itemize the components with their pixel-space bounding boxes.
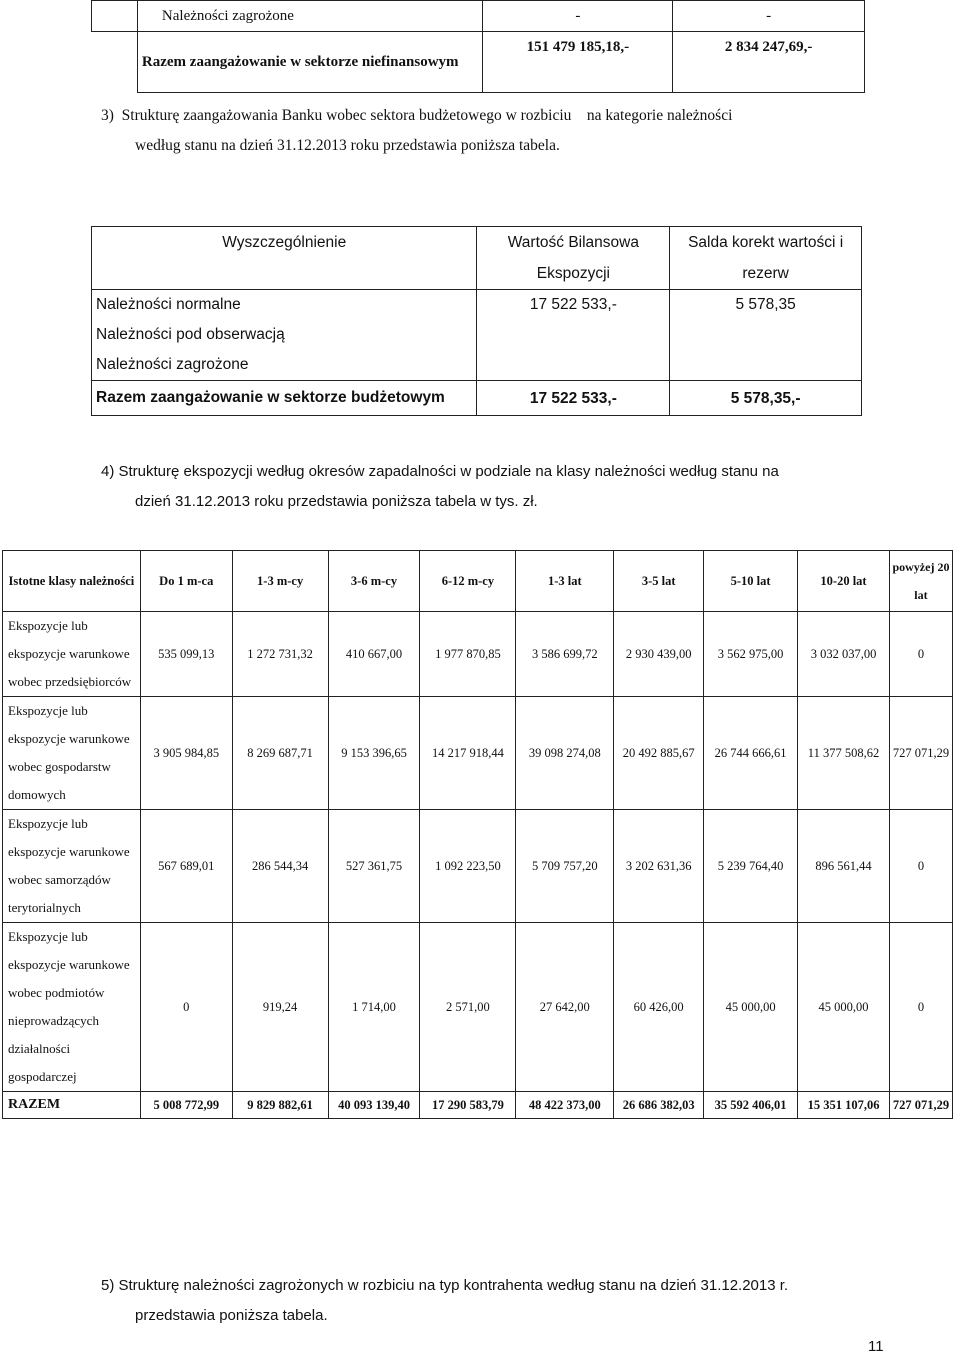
table-cell: 535 099,13	[140, 612, 232, 697]
row-value: 5 578,35	[735, 296, 796, 313]
row-label: Należności zagrożone	[137, 1, 483, 32]
total-value: 727 071,29	[889, 1092, 952, 1119]
table-cell: 2 930 439,00	[614, 612, 704, 697]
table-row	[92, 290, 862, 381]
table-cell: 3 586 699,72	[516, 612, 614, 697]
column-header-class: Istotne klasy należności	[3, 551, 141, 612]
row-label: Ekspozycje lub ekspozycje warunkowe wobec przedsiębiorców	[3, 612, 141, 697]
row-label: Razem zaangażowanie w sektorze niefinansowym	[137, 32, 483, 93]
table-cell: 0	[889, 612, 952, 697]
table-cell: 2 571,00	[420, 923, 516, 1092]
table-cell: 567 689,01	[140, 810, 232, 923]
column-header: 6-12 m-cy	[420, 551, 516, 612]
row-value: -	[673, 1, 865, 32]
table-header-row	[3, 551, 953, 612]
table-cell: 26 744 666,61	[704, 697, 798, 810]
table-cell: 1 977 870,85	[420, 612, 516, 697]
table-total-row	[3, 1092, 953, 1119]
table-cell: 286 544,34	[232, 810, 328, 923]
total-value: 9 829 882,61	[232, 1092, 328, 1119]
table-zapadalnosc	[2, 550, 953, 1119]
column-header-line: Ekspozycji	[536, 265, 610, 282]
table-row	[92, 32, 865, 93]
row-value: 151 479 185,18,-	[483, 32, 673, 93]
table-cell: 39 098 274,08	[516, 697, 614, 810]
paragraph-line: według stanu na dzień 31.12.2013 roku przedstawia poniższa tabela.	[135, 137, 560, 154]
total-label: RAZEM	[3, 1092, 141, 1119]
table-cell: 14 217 918,44	[420, 697, 516, 810]
table-cell: 9 153 396,65	[328, 697, 420, 810]
row-value: -	[483, 1, 673, 32]
total-value: 17 290 583,79	[420, 1092, 516, 1119]
table-cell: 3 905 984,85	[140, 697, 232, 810]
column-header: 3-5 lat	[614, 551, 704, 612]
row-value: 2 834 247,69,-	[673, 32, 865, 93]
table-cell: 1 272 731,32	[232, 612, 328, 697]
table-cell: 0	[889, 923, 952, 1092]
table-row	[3, 697, 953, 810]
column-header-line: rezerw	[742, 265, 789, 282]
table-cell: 727 071,29	[889, 697, 952, 810]
table-header-row	[92, 227, 862, 290]
row-label: Ekspozycje lub ekspozycje warunkowe wobec podmiotów nieprowadzących działalności gospodarczej	[3, 923, 141, 1092]
table-cell: 11 377 508,62	[798, 697, 890, 810]
total-value: 35 592 406,01	[704, 1092, 798, 1119]
table-cell: 20 492 885,67	[614, 697, 704, 810]
column-header: 5-10 lat	[704, 551, 798, 612]
row-value: 17 522 533,-	[529, 296, 617, 313]
row-label: Należności normalne	[96, 296, 241, 313]
paragraph-3	[101, 101, 901, 161]
table-row	[92, 1, 865, 32]
row-label: Należności zagrożone	[96, 356, 249, 373]
table-cell: 3 562 975,00	[704, 612, 798, 697]
table-cell: 5 709 757,20	[516, 810, 614, 923]
table-cell: 3 202 631,36	[614, 810, 704, 923]
row-label: Należności pod obserwacją	[96, 326, 285, 343]
column-header: powyżej 20 lat	[889, 551, 952, 612]
total-label: Razem zaangażowanie w sektorze budżetowym	[92, 381, 477, 416]
table-total-row	[92, 381, 862, 416]
paragraph-line: dzień 31.12.2013 roku przedstawia poniższa tabela w tys. zł.	[135, 493, 538, 510]
total-value: 15 351 107,06	[798, 1092, 890, 1119]
total-value: 5 008 772,99	[140, 1092, 232, 1119]
column-header-line: Wartość Bilansowa	[507, 234, 639, 251]
total-value: 5 578,35,-	[670, 381, 862, 416]
paragraph-line: 4) Strukturę ekspozycji według okresów zapadalności w podziale na klasy należności według stanu na	[101, 463, 779, 480]
table-cell: 0	[889, 810, 952, 923]
column-header: 3-6 m-cy	[328, 551, 420, 612]
table-cell: 410 667,00	[328, 612, 420, 697]
table-cell: 1 714,00	[328, 923, 420, 1092]
paragraph-line: 3) Strukturę zaangażowania Banku wobec sektora budżetowego w rozbiciu na kategorie należności	[101, 107, 733, 124]
column-header	[477, 227, 670, 290]
column-header: Do 1 m-ca	[140, 551, 232, 612]
column-header: Wyszczególnienie	[92, 227, 477, 290]
column-header-line: Salda korekt wartości i	[688, 234, 844, 251]
table-cell: 3 032 037,00	[798, 612, 890, 697]
page-number: 11	[868, 1338, 884, 1355]
paragraph-line: 5) Strukturę należności zagrożonych w rozbiciu na typ kontrahenta według stanu na dzień 31.12.2013 r.	[101, 1277, 789, 1294]
table-cell: 5 239 764,40	[704, 810, 798, 923]
table-row	[3, 810, 953, 923]
table-row	[3, 923, 953, 1092]
table-cell: 0	[140, 923, 232, 1092]
table-cell: 527 361,75	[328, 810, 420, 923]
row-label: Ekspozycje lub ekspozycje warunkowe wobec gospodarstw domowych	[3, 697, 141, 810]
table-cell: 45 000,00	[704, 923, 798, 1092]
table-sektor-budzetowy	[91, 226, 862, 416]
table-sektor-niefinansowy	[91, 0, 865, 93]
row-label: Ekspozycje lub ekspozycje warunkowe wobec samorządów terytorialnych	[3, 810, 141, 923]
table-cell: 919,24	[232, 923, 328, 1092]
column-header: 1-3 lat	[516, 551, 614, 612]
table-cell: 60 426,00	[614, 923, 704, 1092]
table-cell: 8 269 687,71	[232, 697, 328, 810]
column-header: 10-20 lat	[798, 551, 890, 612]
table-body	[3, 612, 953, 1092]
table-cell: 45 000,00	[798, 923, 890, 1092]
table-row	[3, 612, 953, 697]
total-value: 17 522 533,-	[477, 381, 670, 416]
column-header: 1-3 m-cy	[232, 551, 328, 612]
total-value: 40 093 139,40	[328, 1092, 420, 1119]
paragraph-line: przedstawia poniższa tabela.	[135, 1307, 328, 1324]
table-cell: 896 561,44	[798, 810, 890, 923]
column-header	[670, 227, 862, 290]
paragraph-4	[101, 457, 901, 517]
table-cell: 27 642,00	[516, 923, 614, 1092]
total-value: 26 686 382,03	[614, 1092, 704, 1119]
table-cell: 1 092 223,50	[420, 810, 516, 923]
paragraph-5	[101, 1271, 921, 1331]
total-value: 48 422 373,00	[516, 1092, 614, 1119]
